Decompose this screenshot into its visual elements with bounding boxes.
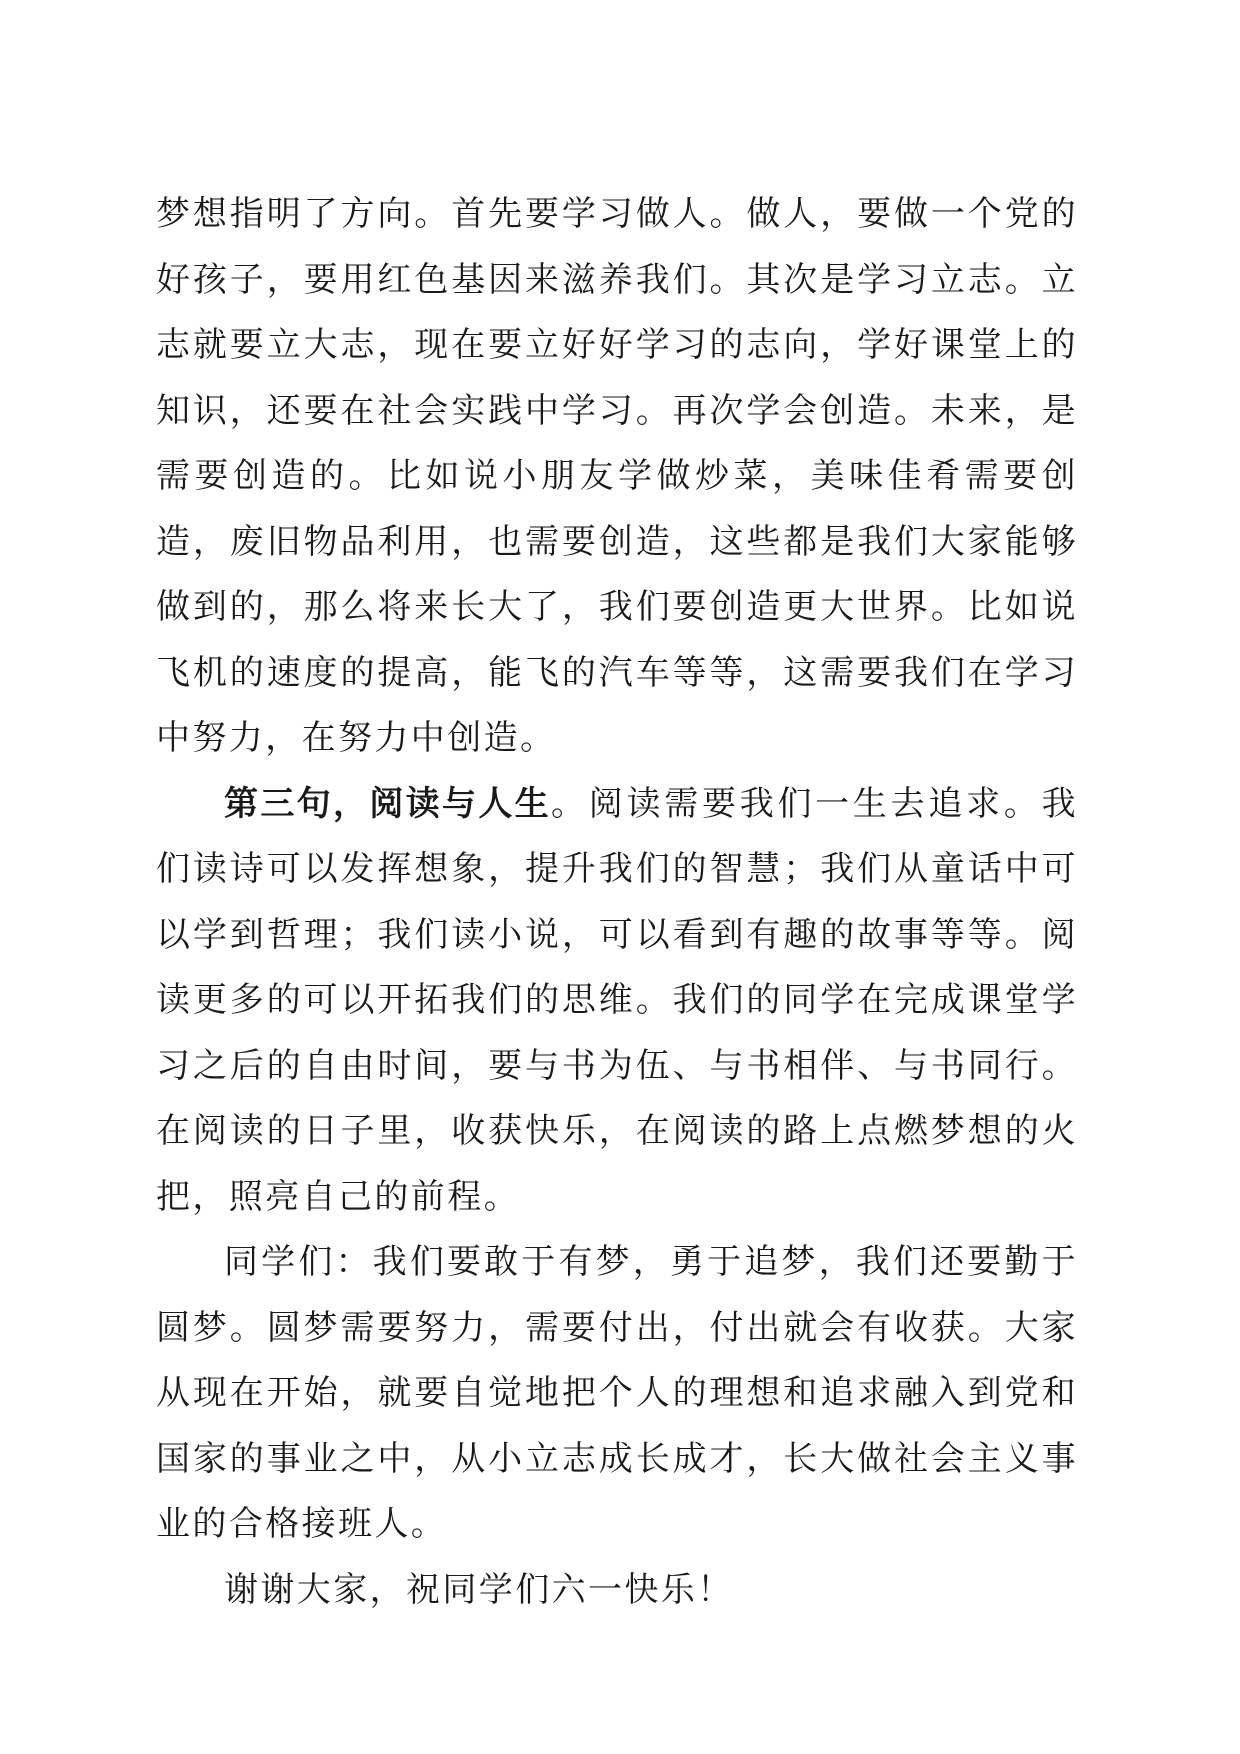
section-heading: 第三句，阅读与人生 [224,783,552,824]
document-body [156,182,1078,1623]
paragraph-reading-and-life [156,772,1078,1231]
paragraph-closing-thanks [156,1558,1078,1624]
paragraph-text: 。阅读需要我们一生去追求。我们读诗可以发挥想象，提升我们的智慧；我们从童话中可以学到哲理；我们读小说，可以看到有趣的故事等等。阅读更多的可以开拓我们的思维。我们的同学在完成课堂学习之后的自由时间，要与书为伍、与书相伴、与书同行。在阅读的日子里，收获快乐，在阅读的路上点燃梦想的火把，照亮自己的前程。 [156,783,1078,1217]
paragraph-text: 谢谢大家，祝同学们六一快乐！ [224,1569,734,1610]
paragraph-dream-direction [156,182,1078,772]
paragraph-students-address [156,1230,1078,1558]
paragraph-text: 梦想指明了方向。首先要学习做人。做人，要做一个党的好孩子，要用红色基因来滋养我们。其次是学习立志。立志就要立大志，现在要立好好学习的志向，学好课堂上的知识，还要在社会实践中学习。再次学会创造。未来，是需要创造的。比如说小朋友学做炒菜，美味佳肴需要创造，废旧物品利用，也需要创造，这些都是我们大家能够做到的，那么将来长大了，我们要创造更大世界。比如说飞机的速度的提高，能飞的汽车等等，这需要我们在学习中努力，在努力中创造。 [156,194,1078,758]
paragraph-text: 同学们：我们要敢于有梦，勇于追梦，我们还要勤于圆梦。圆梦需要努力，需要付出，付出就会有收获。大家从现在开始，就要自觉地把个人的理想和追求融入到党和国家的事业之中，从小立志成长成才，长大做社会主义事业的合格接班人。 [156,1242,1078,1544]
